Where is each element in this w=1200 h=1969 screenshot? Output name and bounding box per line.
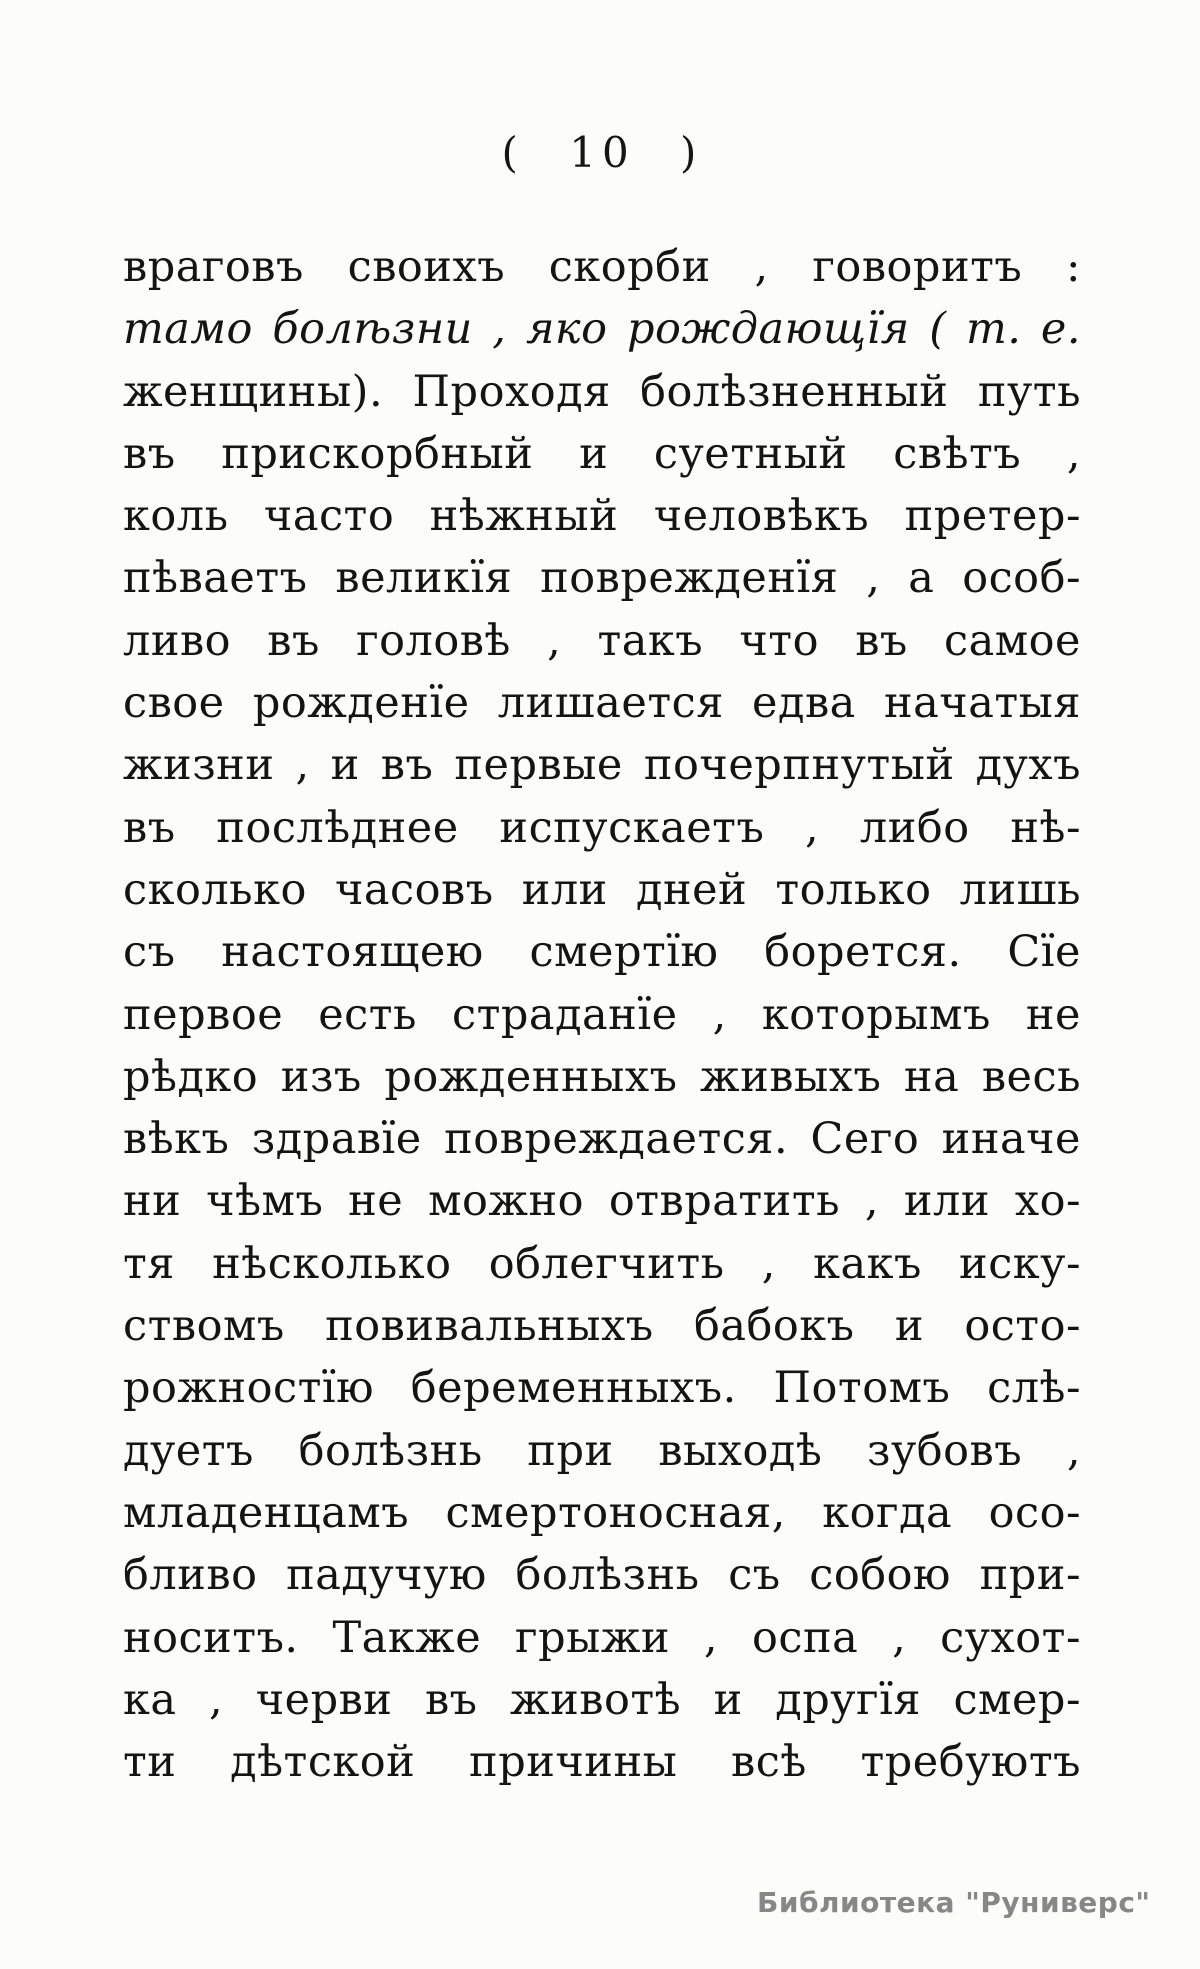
- text-line: носитъ. Также грыжи , оспа , сухот-: [123, 1612, 1081, 1663]
- text-line: враговъ своихъ скорби , говоритъ :: [123, 242, 1081, 292]
- library-watermark: Библиотека "Руниверс": [757, 1886, 1151, 1919]
- text-line: рожностїю беременныхъ. Потомъ слѣ-: [123, 1363, 1081, 1414]
- text-line: жизни , и въ первые почерпнутый духъ: [123, 740, 1081, 791]
- text-line: сколько часовъ или дней только лишь: [123, 864, 1081, 915]
- text-line: въ прискорбный и суетный свѣтъ ,: [123, 428, 1081, 479]
- text-line: рѣдко изъ рожденныхъ живыхъ на весь: [123, 1051, 1081, 1102]
- text-line: свое рожденїе лишается едва начатыя: [123, 678, 1081, 729]
- text-line: женщины). Проходя болѣзненный путь: [123, 366, 1081, 417]
- text-line: ти дѣтской причины всѣ требуютъ: [123, 1737, 1081, 1788]
- text-line: вѣкъ здравїе повреждается. Сего иначе: [123, 1114, 1081, 1165]
- text-line: тя нѣсколько облегчить , какъ иску-: [123, 1238, 1081, 1289]
- text-line: съ настоящею смертїю борется. Сїе: [123, 927, 1081, 978]
- text-line-quote: тамо болѣзни , яко рождающїя ( т. е.: [123, 304, 1081, 355]
- text-line: ка , черви въ животѣ и другїя смер-: [123, 1674, 1081, 1725]
- body-text: [123, 236, 1081, 1793]
- text-line: первое есть страданїе , которымъ не: [123, 989, 1081, 1040]
- text-line: въ послѣднее испускаетъ , либо нѣ-: [123, 802, 1081, 853]
- page-number: ( 10 ): [501, 128, 703, 177]
- text-line: бливо падучую болѣзнь съ собою при-: [123, 1550, 1081, 1601]
- text-line: пѣваетъ великїя поврежденїя , а особ-: [123, 553, 1081, 604]
- text-line: ни чѣмъ не можно отвратить , или хо-: [123, 1176, 1081, 1227]
- text-line: младенцамъ смертоносная, когда осо-: [123, 1487, 1081, 1538]
- text-line: ливо въ головѣ , такъ что въ самое: [123, 615, 1081, 666]
- text-line: дуетъ болѣзнь при выходѣ зубовъ ,: [123, 1425, 1081, 1476]
- text-line: коль часто нѣжный человѣкъ претер-: [123, 491, 1081, 542]
- text-line: ствомъ повивальныхъ бабокъ и осто-: [123, 1301, 1081, 1352]
